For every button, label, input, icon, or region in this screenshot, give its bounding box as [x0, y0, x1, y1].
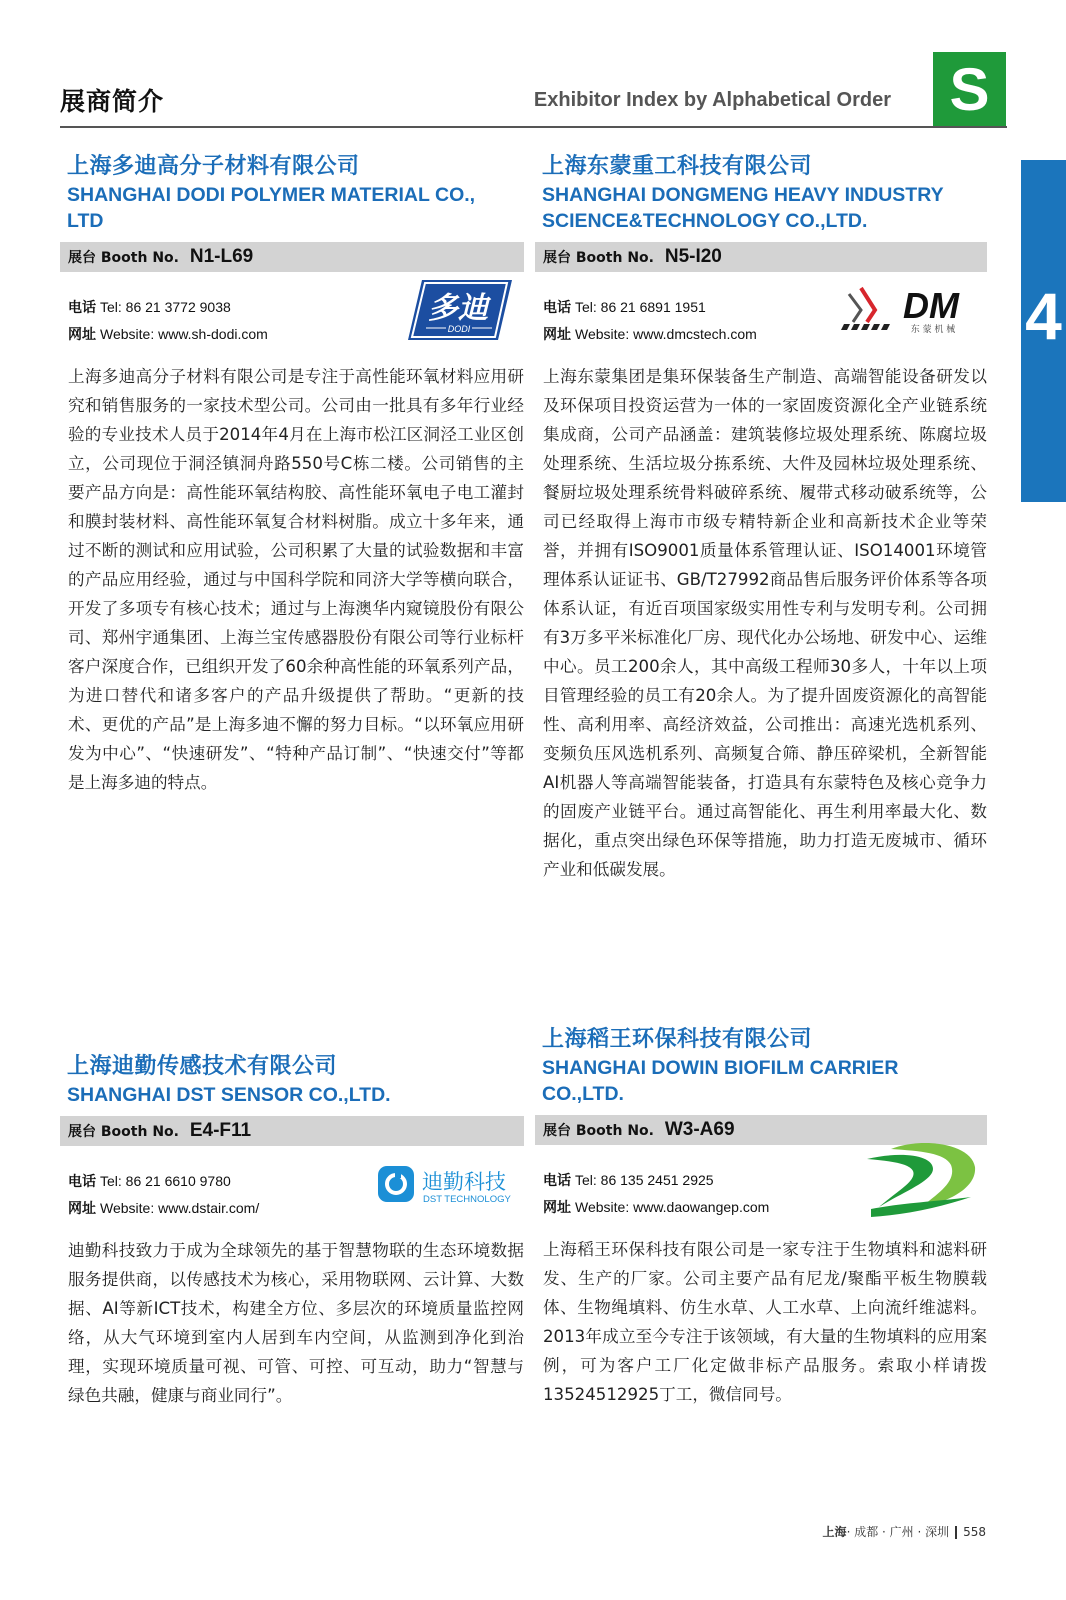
- booth-number: E4-F11: [189, 1120, 252, 1141]
- section-letter-badge: S: [933, 52, 1006, 128]
- booth-bar: [60, 242, 524, 272]
- exhibitor-description: 迪勤科技致力于成为全球领先的基于智慧物联的生态环境数据服务提供商，以传感技术为核心，采用物联网、云计算、大数据、AI等新ICT技术，构建全方位、多层次的环境质量监控网络，从大气环境到室内人居到车内空间，从监测到净化到治理，实现环境质量可视、可管、可控、可互动，助力“智慧与绿色共融，健康与商业同行”。: [68, 1241, 524, 1405]
- chapter-tab: [1021, 160, 1066, 502]
- exhibitor-name-cn: 上海多迪高分子材料有限公司: [67, 154, 360, 179]
- exhibitor-card-dodi: [60, 152, 524, 797]
- booth-label-cn: 展台: [68, 250, 96, 266]
- contact-block: [60, 291, 524, 346]
- footer-separator: [955, 1526, 957, 1539]
- booth-label-cn: 展台: [543, 1123, 571, 1139]
- page-footer: [823, 1523, 986, 1540]
- web-label: 网址: [68, 1201, 96, 1217]
- booth-number: N1-L69: [189, 246, 254, 267]
- booth-label-en: Booth No.: [575, 250, 654, 266]
- svg-text:DST TECHNOLOGY: DST TECHNOLOGY: [423, 1194, 511, 1205]
- contact-block: [60, 1168, 524, 1220]
- svg-text:DODI: DODI: [447, 324, 471, 334]
- svg-text:DM: DM: [903, 285, 959, 326]
- booth-label-cn: 展台: [543, 250, 571, 266]
- tel-label: 电话: [543, 1173, 571, 1189]
- svg-text:多迪: 多迪: [428, 291, 488, 326]
- footer-city-main: 上海: [822, 1525, 847, 1539]
- booth-bar: [535, 242, 987, 272]
- website-link[interactable]: Website: www.dstair.com/: [100, 1200, 260, 1216]
- exhibitor-name-cn: 上海稻王环保科技有限公司: [542, 1027, 813, 1052]
- exhibitor-name-cn: 上海迪勤传感技术有限公司: [67, 1054, 338, 1079]
- tel-value: Tel: 86 21 3772 9038: [100, 299, 231, 315]
- dst-logo: [378, 1162, 514, 1210]
- website-link[interactable]: Website: www.daowangep.com: [575, 1199, 770, 1215]
- header-divider: [60, 126, 1007, 128]
- dodi-logo: [408, 278, 512, 346]
- web-label: 网址: [543, 1200, 571, 1216]
- svg-text:迪勤科技: 迪勤科技: [422, 1170, 506, 1194]
- exhibitor-card-dst: [60, 1052, 524, 1410]
- exhibitor-description: 上海东蒙集团是集环保装备生产制造、高端智能设备研发以及环保项目投资运营为一体的一家固废资源化全产业链系统集成商，公司产品涵盖：建筑装修垃圾处理系统、陈腐垃圾处理系统、生活垃圾分拣系统、大件及园林垃圾处理系统、餐厨垃圾处理系统骨料破碎系统、履带式移动破系统等，公司已经取得上海市市级专精特新企业和高新技术企业等荣誉，并拥有ISO9001质量体系管理认证、ISO14001环境管理体系认证证书、GB/T27992商品售后服务评价体系等各项体系认证，有近百项国家级实用性专利与发明专利。公司拥有3万多平米标准化厂房、现代化办公场地、研发中心、运维中心。员工200余人，其中高级工程师30多人，十年以上项目管理经验的员工有20余人。为了提升固废资源化的高智能性、高利用率、高经济效益，公司推出：高速光选机系列、变频负压风选机系列、高频复合筛、静压碎梁机，全新智能AI机器人等高端智能装备，打造具有东蒙特色及核心竞争力的固废产业链平台。通过高智能化、再生利用率最大化、数据化，重点突出绿色环保等措施，助力打造无废城市、循环产业和低碳发展。: [543, 367, 987, 879]
- svg-text:东 蒙 机 械: 东 蒙 机 械: [910, 325, 956, 335]
- exhibitor-name-en: SHANGHAI DONGMENG HEAVY INDUSTRY SCIENCE&TECHNOLOGY CO.,LTD.: [542, 184, 944, 232]
- exhibitor-description: 上海多迪高分子材料有限公司是专注于高性能环氧材料应用研究和销售服务的一家技术型公司。公司由一批具有多年行业经验的专业技术人员于2014年4月在上海市松江区洞泾工业区创立，公司现位于洞泾镇洞舟路550号C栋二楼。公司销售的主要产品方向是：高性能环氧结构胶、高性能环氧电子电工灌封和膜封装材料、高性能环氧复合材料树脂。成立十多年来，通过不断的测试和应用试验，公司积累了大量的试验数据和丰富的产品应用经验，通过与中国科学院和同济大学等横向联合，开发了多项专有核心技术；通过与上海澳华内窥镜股份有限公司、郑州宇通集团、上海兰宝传感器股份有限公司等行业标杆客户深度合作，已组织开发了60余种高性能的环氧系列产品，为进口替代和诸多客户的产品升级提供了帮助。“更新的技术、更优的产品”是上海多迪不懈的努力目标。“以环氧应用研发为中心”、“快速研发”、“特种产品订制”、“快速交付”等都是上海多迪的特点。: [68, 367, 524, 792]
- tel-label: 电话: [543, 300, 571, 316]
- booth-number: W3-A69: [664, 1119, 735, 1140]
- exhibitor-name-cn: 上海东蒙重工科技有限公司: [542, 154, 813, 179]
- web-label: 网址: [68, 327, 96, 343]
- booth-label-en: Booth No.: [100, 250, 179, 266]
- exhibitor-name-en: SHANGHAI DOWIN BIOFILM CARRIER CO.,LTD.: [542, 1057, 899, 1105]
- booth-label-en: Booth No.: [100, 1124, 179, 1140]
- tel-value: Tel: 86 21 6891 1951: [575, 299, 706, 315]
- booth-label-en: Booth No.: [575, 1123, 654, 1139]
- exhibitor-card-dowin: [535, 1025, 987, 1409]
- tel-label: 电话: [68, 1174, 96, 1190]
- contact-block: [535, 285, 987, 346]
- dongmeng-logo: [841, 280, 981, 344]
- exhibitor-name-en: SHANGHAI DODI POLYMER MATERIAL CO., LTD: [67, 184, 476, 232]
- tel-value: Tel: 86 135 2451 2925: [575, 1172, 714, 1188]
- footer-cities: · 成都 · 广州 · 深圳: [846, 1525, 950, 1539]
- exhibitor-card-dongmeng: [535, 152, 987, 884]
- tel-label: 电话: [68, 300, 96, 316]
- dowin-logo: [861, 1137, 979, 1223]
- chapter-number: 4: [1025, 279, 1062, 353]
- exhibitor-name-en: SHANGHAI DST SENSOR CO.,LTD.: [67, 1084, 391, 1106]
- website-link[interactable]: Website: www.sh-dodi.com: [100, 326, 268, 342]
- booth-number: N5-I20: [664, 246, 722, 267]
- exhibitor-description: 上海稻王环保科技有限公司是一家专注于生物填料和滤料研发、生产的厂家。公司主要产品有尼龙/聚酯平板生物膜载体、生物绳填料、仿生水草、人工水草、上向流纤维滤料。2013年成立至今专注于该领域，有大量的生物填料的应用案例，可为客户工厂化定做非标产品服务。索取小样请拨13524512925丁工，微信同号。: [543, 1240, 987, 1404]
- page-number: 558: [963, 1525, 986, 1539]
- booth-bar: [60, 1116, 524, 1146]
- page-title: 展商简介: [60, 87, 165, 116]
- tel-value: Tel: 86 21 6610 9780: [100, 1173, 231, 1189]
- page-subtitle: Exhibitor Index by Alphabetical Order: [533, 89, 891, 111]
- website-link[interactable]: Website: www.dmcstech.com: [575, 326, 757, 342]
- booth-label-cn: 展台: [68, 1124, 96, 1140]
- contact-block: [535, 1167, 987, 1219]
- web-label: 网址: [543, 327, 571, 343]
